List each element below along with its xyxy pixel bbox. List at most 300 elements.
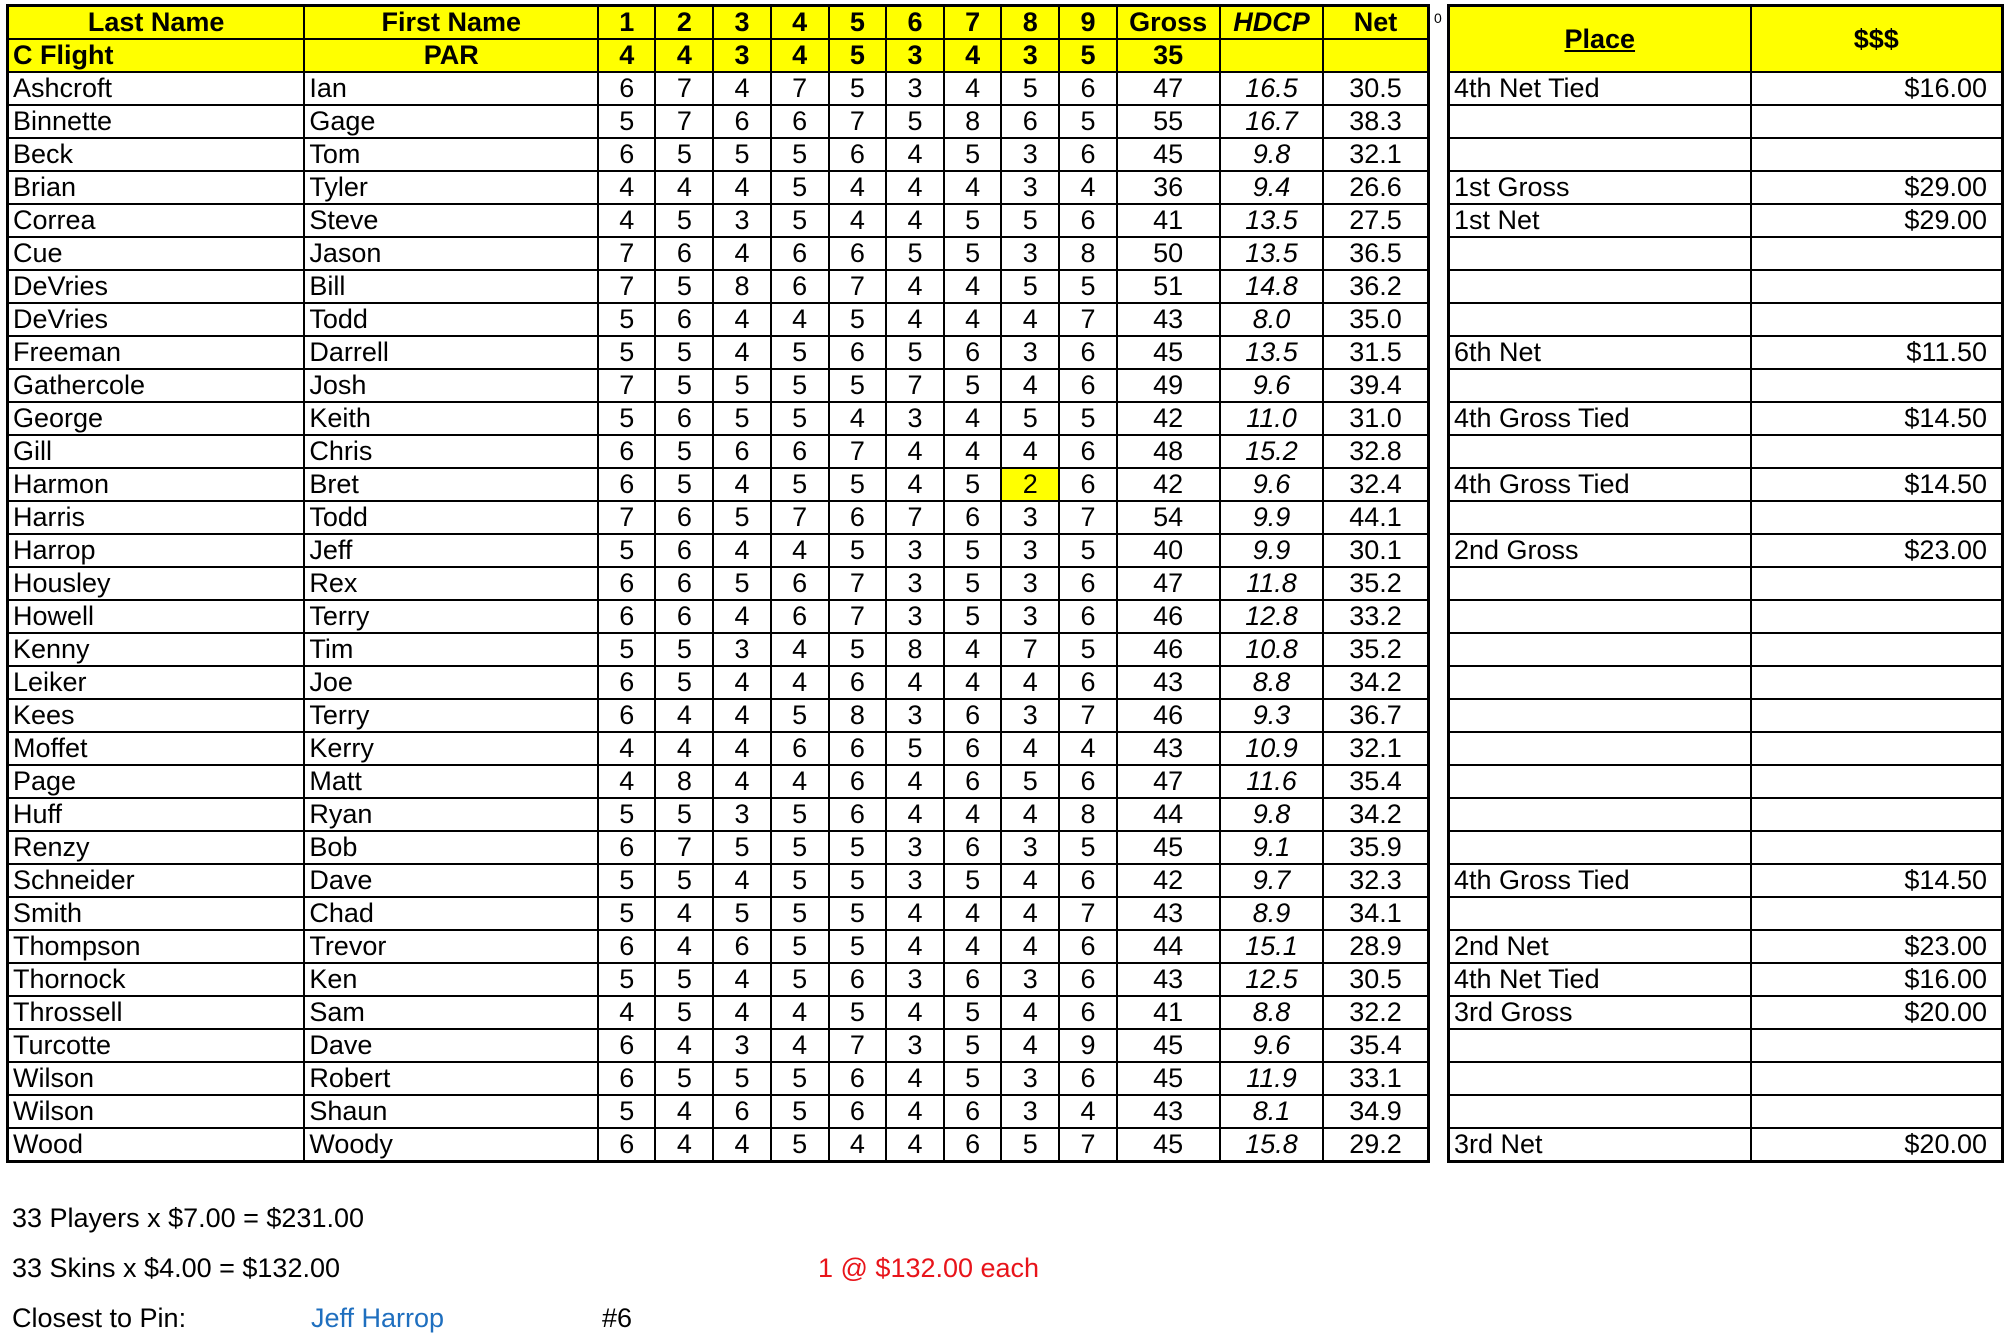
net-cell: 27.5 <box>1323 204 1428 237</box>
first-name-cell: Ian <box>304 72 598 105</box>
player-row <box>8 237 1429 270</box>
prize-row <box>1449 369 2003 402</box>
hdcp-cell: 8.8 <box>1220 996 1323 1029</box>
hole-4-header: 4 <box>771 6 829 40</box>
first-name-cell: Bob <box>304 831 598 864</box>
gross-cell: 42 <box>1117 402 1220 435</box>
hole-6-score: 4 <box>886 1128 944 1162</box>
par-row <box>8 39 1429 72</box>
hole-3-score: 4 <box>713 600 770 633</box>
player-row <box>8 171 1429 204</box>
gross-cell: 43 <box>1117 1095 1220 1128</box>
closest-to-pin-label: Closest to Pin: <box>12 1303 187 1333</box>
gross-cell: 47 <box>1117 72 1220 105</box>
prize-row <box>1449 1128 2003 1162</box>
last-name-cell: Gill <box>8 435 305 468</box>
money-cell <box>1751 633 2003 666</box>
hole-5-score: 8 <box>829 699 886 732</box>
hole-9-score: 5 <box>1059 534 1116 567</box>
money-cell: $29.00 <box>1751 204 2003 237</box>
hdcp-cell: 10.9 <box>1220 732 1323 765</box>
player-row <box>8 732 1429 765</box>
hole-4-score: 5 <box>771 171 829 204</box>
money-cell: $14.50 <box>1751 468 2003 501</box>
closest-to-pin-hole: #6 <box>602 1303 633 1333</box>
hole-6-score: 3 <box>886 831 944 864</box>
hole-9-score: 6 <box>1059 600 1116 633</box>
hole-3-score: 4 <box>713 864 770 897</box>
money-cell <box>1751 765 2003 798</box>
hole-1-score: 5 <box>598 897 655 930</box>
first-name-cell: Trevor <box>304 930 598 963</box>
hole-5-score: 5 <box>829 633 886 666</box>
hole-2-score: 5 <box>655 1062 713 1095</box>
gross-cell: 46 <box>1117 600 1220 633</box>
net-cell: 39.4 <box>1323 369 1428 402</box>
last-name-cell: DeVries <box>8 270 305 303</box>
net-cell: 34.9 <box>1323 1095 1428 1128</box>
net-cell: 30.5 <box>1323 72 1428 105</box>
hdcp-cell: 9.6 <box>1220 1029 1323 1062</box>
player-row <box>8 666 1429 699</box>
hole-2-score: 5 <box>655 468 713 501</box>
prize-rows <box>1449 72 2003 1162</box>
hole-2-score: 5 <box>655 666 713 699</box>
hole-1-score: 5 <box>598 1095 655 1128</box>
hole-4-score: 6 <box>771 435 829 468</box>
place-cell <box>1449 600 1751 633</box>
hole-3-score: 5 <box>713 1062 770 1095</box>
hole-7-score: 4 <box>944 798 1001 831</box>
hole-5-score: 6 <box>829 237 886 270</box>
hole-6-header: 6 <box>886 6 944 40</box>
hole-4-score: 6 <box>771 237 829 270</box>
hole-6-score: 8 <box>886 633 944 666</box>
money-cell <box>1751 105 2003 138</box>
hole-7-score: 4 <box>944 171 1001 204</box>
money-cell <box>1751 600 2003 633</box>
hole-5-score: 6 <box>829 501 886 534</box>
net-cell: 33.1 <box>1323 1062 1428 1095</box>
hole-8-score: 3 <box>1001 534 1059 567</box>
par-hole-8: 3 <box>1001 39 1059 72</box>
skins-payout: 1 @ $132.00 each <box>818 1253 1040 1283</box>
par-total: 35 <box>1117 39 1220 72</box>
last-name-cell: Turcotte <box>8 1029 305 1062</box>
hole-9-score: 5 <box>1059 105 1116 138</box>
hole-3-score: 4 <box>713 996 770 1029</box>
last-name-cell: Moffet <box>8 732 305 765</box>
hole-5-score: 4 <box>829 1128 886 1162</box>
hole-4-score: 6 <box>771 732 829 765</box>
hole-7-score: 4 <box>944 402 1001 435</box>
money-cell <box>1751 897 2003 930</box>
net-cell: 36.7 <box>1323 699 1428 732</box>
hole-2-score: 5 <box>655 270 713 303</box>
par-hole-1: 4 <box>598 39 655 72</box>
hole-3-score: 4 <box>713 1128 770 1162</box>
money-cell <box>1751 501 2003 534</box>
hole-8-score: 3 <box>1001 501 1059 534</box>
hole-4-score: 6 <box>771 567 829 600</box>
hole-3-score: 5 <box>713 369 770 402</box>
players-fee-line: 33 Players x $7.00 = $231.00 <box>12 1203 365 1233</box>
last-name-cell: Thornock <box>8 963 305 996</box>
gross-cell: 45 <box>1117 831 1220 864</box>
hole-2-score: 7 <box>655 105 713 138</box>
place-cell <box>1449 633 1751 666</box>
place-cell <box>1449 237 1751 270</box>
hole-6-score: 4 <box>886 435 944 468</box>
last-name-cell: Brian <box>8 171 305 204</box>
net-cell: 32.1 <box>1323 732 1428 765</box>
place-cell: 4th Net Tied <box>1449 72 1751 105</box>
hole-5-score: 6 <box>829 1095 886 1128</box>
hole-6-score: 5 <box>886 732 944 765</box>
place-cell: 1st Net <box>1449 204 1751 237</box>
hole-8-score: 4 <box>1001 798 1059 831</box>
hole-8-score: 4 <box>1001 897 1059 930</box>
hole-3-score: 5 <box>713 831 770 864</box>
hole-6-score: 4 <box>886 666 944 699</box>
hole-3-score: 4 <box>713 237 770 270</box>
par-hole-3: 3 <box>713 39 770 72</box>
money-cell: $29.00 <box>1751 171 2003 204</box>
net-cell: 35.4 <box>1323 1029 1428 1062</box>
hole-9-score: 7 <box>1059 501 1116 534</box>
hole-5-score: 7 <box>829 270 886 303</box>
prize-row <box>1449 930 2003 963</box>
net-cell: 32.8 <box>1323 435 1428 468</box>
score-rows <box>8 72 1429 1162</box>
skins-fee-line: 33 Skins x $4.00 = $132.00 <box>12 1253 340 1283</box>
first-name-cell: Tom <box>304 138 598 171</box>
hole-3-header: 3 <box>713 6 770 40</box>
place-header: Place <box>1564 23 1636 54</box>
hole-6-score: 4 <box>886 303 944 336</box>
first-name-cell: Chris <box>304 435 598 468</box>
gross-cell: 49 <box>1117 369 1220 402</box>
hole-3-score: 3 <box>713 798 770 831</box>
hdcp-cell: 9.3 <box>1220 699 1323 732</box>
hole-3-score: 6 <box>713 435 770 468</box>
money-cell <box>1751 831 2003 864</box>
hdcp-cell: 12.8 <box>1220 600 1323 633</box>
hole-5-score: 6 <box>829 666 886 699</box>
gross-cell: 50 <box>1117 237 1220 270</box>
hole-1-score: 5 <box>598 798 655 831</box>
net-cell: 35.9 <box>1323 831 1428 864</box>
hole-2-score: 6 <box>655 534 713 567</box>
hole-2-score: 5 <box>655 138 713 171</box>
first-name-cell: Tyler <box>304 171 598 204</box>
net-cell: 29.2 <box>1323 1128 1428 1162</box>
money-cell: $16.00 <box>1751 72 2003 105</box>
place-cell <box>1449 1029 1751 1062</box>
first-name-cell: Joe <box>304 666 598 699</box>
place-cell: 3rd Gross <box>1449 996 1751 1029</box>
gross-cell: 44 <box>1117 930 1220 963</box>
hole-1-score: 4 <box>598 996 655 1029</box>
hole-9-score: 6 <box>1059 666 1116 699</box>
hole-9-score: 6 <box>1059 468 1116 501</box>
hole-7-score: 5 <box>944 468 1001 501</box>
hole-6-score: 4 <box>886 204 944 237</box>
hole-9-score: 6 <box>1059 72 1116 105</box>
prize-row <box>1449 963 2003 996</box>
hole-9-score: 6 <box>1059 765 1116 798</box>
player-row <box>8 303 1429 336</box>
money-cell <box>1751 270 2003 303</box>
hole-7-score: 4 <box>944 633 1001 666</box>
hole-2-score: 5 <box>655 369 713 402</box>
net-cell: 33.2 <box>1323 600 1428 633</box>
gross-cell: 47 <box>1117 567 1220 600</box>
first-name-cell: Josh <box>304 369 598 402</box>
first-name-cell: Steve <box>304 204 598 237</box>
hole-5-score: 6 <box>829 732 886 765</box>
hole-8-score: 3 <box>1001 963 1059 996</box>
hole-6-score: 4 <box>886 138 944 171</box>
hole-1-score: 4 <box>598 171 655 204</box>
player-row <box>8 204 1429 237</box>
last-name-cell: Huff <box>8 798 305 831</box>
player-row <box>8 270 1429 303</box>
hole-5-score: 6 <box>829 1062 886 1095</box>
hole-8-score: 4 <box>1001 303 1059 336</box>
hole-9-score: 6 <box>1059 1062 1116 1095</box>
player-row <box>8 864 1429 897</box>
hole-9-score: 6 <box>1059 369 1116 402</box>
hole-2-score: 6 <box>655 600 713 633</box>
hole-2-score: 4 <box>655 732 713 765</box>
hole-9-score: 5 <box>1059 633 1116 666</box>
hole-9-score: 4 <box>1059 1095 1116 1128</box>
hole-4-score: 5 <box>771 963 829 996</box>
last-name-cell: Renzy <box>8 831 305 864</box>
hole-6-score: 4 <box>886 765 944 798</box>
hole-4-score: 5 <box>771 930 829 963</box>
hole-7-score: 6 <box>944 831 1001 864</box>
hdcp-cell: 16.5 <box>1220 72 1323 105</box>
last-name-cell: Wilson <box>8 1095 305 1128</box>
hole-8-score: 3 <box>1001 138 1059 171</box>
prize-row <box>1449 699 2003 732</box>
place-cell <box>1449 765 1751 798</box>
hdcp-header: HDCP <box>1220 6 1323 40</box>
hole-1-score: 6 <box>598 72 655 105</box>
place-cell <box>1449 138 1751 171</box>
hdcp-cell: 11.9 <box>1220 1062 1323 1095</box>
hole-2-score: 5 <box>655 435 713 468</box>
hole-2-score: 4 <box>655 1095 713 1128</box>
hole-9-score: 6 <box>1059 138 1116 171</box>
gross-cell: 41 <box>1117 204 1220 237</box>
hole-3-score: 4 <box>713 963 770 996</box>
hole-9-score: 6 <box>1059 336 1116 369</box>
prize-row <box>1449 138 2003 171</box>
hole-8-score: 4 <box>1001 930 1059 963</box>
hole-1-score: 6 <box>598 930 655 963</box>
hole-1-score: 6 <box>598 666 655 699</box>
money-cell: $11.50 <box>1751 336 2003 369</box>
net-cell: 35.0 <box>1323 303 1428 336</box>
player-row <box>8 1029 1429 1062</box>
hole-5-score: 7 <box>829 105 886 138</box>
hole-1-score: 6 <box>598 567 655 600</box>
hole-6-score: 5 <box>886 105 944 138</box>
hole-4-score: 4 <box>771 534 829 567</box>
net-cell: 30.5 <box>1323 963 1428 996</box>
hole-7-score: 4 <box>944 435 1001 468</box>
money-cell <box>1751 303 2003 336</box>
last-name-cell: Kenny <box>8 633 305 666</box>
money-cell: $20.00 <box>1751 1128 2003 1162</box>
hdcp-cell: 9.8 <box>1220 798 1323 831</box>
money-cell: $16.00 <box>1751 963 2003 996</box>
hole-5-score: 6 <box>829 963 886 996</box>
hole-2-score: 4 <box>655 1128 713 1162</box>
player-row <box>8 798 1429 831</box>
hole-5-score: 7 <box>829 600 886 633</box>
hole-3-score: 4 <box>713 666 770 699</box>
hole-7-score: 5 <box>944 204 1001 237</box>
hole-1-score: 4 <box>598 732 655 765</box>
hole-7-score: 5 <box>944 1062 1001 1095</box>
hole-8-score: 3 <box>1001 699 1059 732</box>
hole-9-score: 5 <box>1059 402 1116 435</box>
net-cell: 32.1 <box>1323 138 1428 171</box>
hole-7-header: 7 <box>944 6 1001 40</box>
money-cell <box>1751 699 2003 732</box>
hole-8-header: 8 <box>1001 6 1059 40</box>
hole-7-score: 8 <box>944 105 1001 138</box>
hole-2-score: 6 <box>655 567 713 600</box>
prize-row <box>1449 600 2003 633</box>
hole-7-score: 6 <box>944 1095 1001 1128</box>
gross-cell: 51 <box>1117 270 1220 303</box>
hole-4-score: 7 <box>771 72 829 105</box>
gross-cell: 48 <box>1117 435 1220 468</box>
last-name-cell: Throssell <box>8 996 305 1029</box>
net-cell: 35.4 <box>1323 765 1428 798</box>
first-name-cell: Jason <box>304 237 598 270</box>
player-row <box>8 72 1429 105</box>
hole-7-score: 5 <box>944 138 1001 171</box>
flight-label: C Flight <box>8 39 305 72</box>
hdcp-cell: 8.8 <box>1220 666 1323 699</box>
hole-5-score: 4 <box>829 171 886 204</box>
net-cell: 26.6 <box>1323 171 1428 204</box>
last-name-cell: Gathercole <box>8 369 305 402</box>
player-row <box>8 369 1429 402</box>
place-cell <box>1449 270 1751 303</box>
hole-9-score: 8 <box>1059 237 1116 270</box>
first-name-cell: Bret <box>304 468 598 501</box>
hole-9-score: 5 <box>1059 831 1116 864</box>
prize-row <box>1449 633 2003 666</box>
hole-1-score: 5 <box>598 963 655 996</box>
hole-3-score: 5 <box>713 897 770 930</box>
hdcp-cell: 15.1 <box>1220 930 1323 963</box>
hole-1-score: 7 <box>598 237 655 270</box>
net-cell: 34.2 <box>1323 666 1428 699</box>
first-name-cell: Bill <box>304 270 598 303</box>
hole-3-score: 5 <box>713 501 770 534</box>
hole-2-score: 5 <box>655 996 713 1029</box>
hole-1-score: 6 <box>598 1029 655 1062</box>
hole-4-score: 6 <box>771 105 829 138</box>
hole-1-score: 7 <box>598 501 655 534</box>
hole-8-score: 5 <box>1001 1128 1059 1162</box>
player-row <box>8 699 1429 732</box>
hole-6-score: 3 <box>886 72 944 105</box>
hole-2-score: 4 <box>655 699 713 732</box>
hdcp-cell: 8.1 <box>1220 1095 1323 1128</box>
place-cell: 6th Net <box>1449 336 1751 369</box>
money-cell <box>1751 798 2003 831</box>
money-cell <box>1751 1062 2003 1095</box>
gross-cell: 45 <box>1117 1128 1220 1162</box>
gross-cell: 46 <box>1117 699 1220 732</box>
hole-8-score: 3 <box>1001 600 1059 633</box>
hole-1-score: 4 <box>598 765 655 798</box>
player-row <box>8 996 1429 1029</box>
player-row <box>8 105 1429 138</box>
gross-cell: 36 <box>1117 171 1220 204</box>
first-name-cell: Jeff <box>304 534 598 567</box>
hdcp-cell: 14.8 <box>1220 270 1323 303</box>
hole-6-score: 3 <box>886 534 944 567</box>
prize-row <box>1449 270 2003 303</box>
player-row <box>8 468 1429 501</box>
hole-7-score: 5 <box>944 369 1001 402</box>
money-cell <box>1751 732 2003 765</box>
hdcp-cell: 10.8 <box>1220 633 1323 666</box>
player-row <box>8 1062 1429 1095</box>
hole-3-score: 4 <box>713 699 770 732</box>
place-cell <box>1449 897 1751 930</box>
hole-1-score: 6 <box>598 138 655 171</box>
hole-5-score: 5 <box>829 831 886 864</box>
place-cell: 2nd Net <box>1449 930 1751 963</box>
prize-row <box>1449 567 2003 600</box>
hole-9-score: 7 <box>1059 1128 1116 1162</box>
net-cell: 34.2 <box>1323 798 1428 831</box>
hole-3-score: 6 <box>713 930 770 963</box>
hole-7-score: 6 <box>944 1128 1001 1162</box>
hdcp-cell: 9.7 <box>1220 864 1323 897</box>
hole-1-score: 6 <box>598 600 655 633</box>
first-name-cell: Woody <box>304 1128 598 1162</box>
player-row <box>8 534 1429 567</box>
par-hdcp-empty <box>1220 39 1323 72</box>
hole-8-score: 4 <box>1001 435 1059 468</box>
net-cell: 36.2 <box>1323 270 1428 303</box>
net-cell: 38.3 <box>1323 105 1428 138</box>
last-name-cell: Beck <box>8 138 305 171</box>
hole-5-score: 7 <box>829 435 886 468</box>
hole-2-score: 4 <box>655 897 713 930</box>
hole-2-header: 2 <box>655 6 713 40</box>
money-cell <box>1751 369 2003 402</box>
hole-8-score: 6 <box>1001 105 1059 138</box>
hole-8-score: 5 <box>1001 765 1059 798</box>
last-name-cell: Leiker <box>8 666 305 699</box>
hole-8-score: 5 <box>1001 402 1059 435</box>
player-row <box>8 963 1429 996</box>
hole-4-score: 5 <box>771 402 829 435</box>
